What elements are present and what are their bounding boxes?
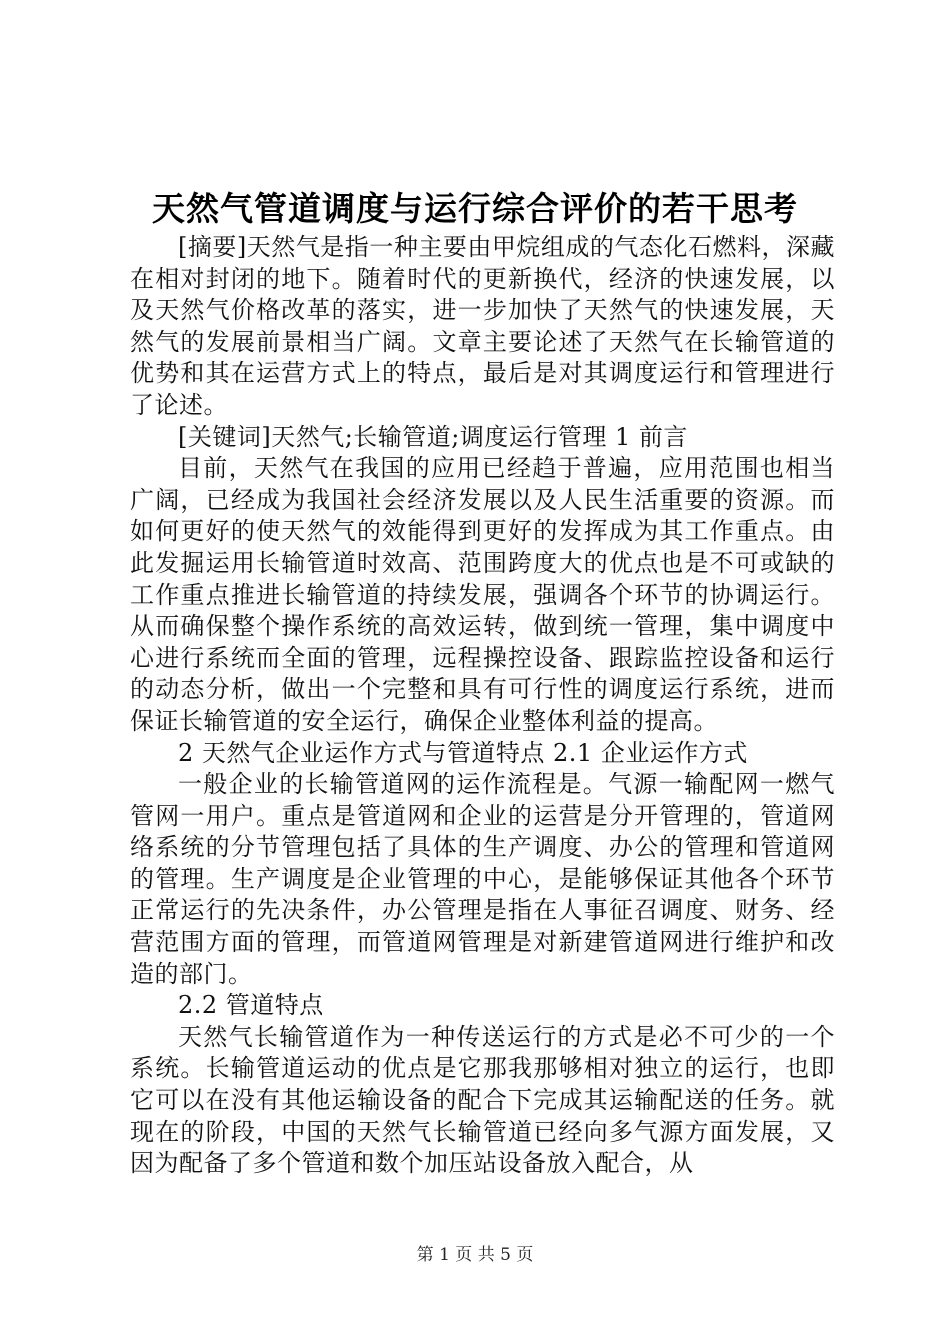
intro-paragraph: 目前，天然气在我国的应用已经趋于普遍，应用范围也相当广阔，已经成为我国社会经济发展以及人民生活重要的资源。而如何更好的使天然气的效能得到更好的发挥成为其工作重点。由此发掘运用长输管道时效高、范围跨度大的优点也是不可或缺的工作重点推进长输管道的持续发展，强调各个环节的协调运行。从而确保整个操作系统的高效运转，做到统一管理，集中调度中心进行系统而全面的管理，远程操控设备、跟踪监控设备和运行的动态分析，做出一个完整和具有可行性的调度运行系统，进而保证长输管道的安全运行，确保企业整体利益的提高。 <box>130 454 835 735</box>
section-heading: 2 天然气企业运作方式与管道特点 2.1 企业运作方式 <box>178 738 748 767</box>
document-title: 天然气管道调度与运行综合评价的若干思考 <box>152 189 798 228</box>
document-body <box>130 232 835 1180</box>
page-footer: 第 1 页 共 5 页 <box>416 1245 534 1265</box>
keywords-paragraph: [关键词]天然气;长输管道;调度运行管理 1 前言 <box>178 422 688 451</box>
operation-paragraph: 一般企业的长输管道网的运作流程是。气源一输配网一燃气管网一用户。重点是管道网和企业的运营是分开管理的，管道网络系统的分节管理包括了具体的生产调度、办公的管理和管道网的管理。生产调度是企业管理的中心，是能够保证其他各个环节正常运行的先决条件，办公管理是指在人事征召调度、财务、经营范围方面的管理，而管道网管理是对新建管道网进行维护和改造的部门。 <box>130 770 835 988</box>
pipeline-paragraph: 天然气长输管道作为一种传送运行的方式是必不可少的一个系统。长输管道运动的优点是它那我那够相对独立的运行，也即它可以在没有其他运输设备的配合下完成其运输配送的任务。就现在的阶段，中国的天然气长输管道已经向多气源方面发展，又因为配备了多个管道和数个加压站设备放入配合，从 <box>130 1022 835 1178</box>
subsection-heading: 2.2 管道特点 <box>178 991 324 1020</box>
abstract-paragraph: [摘要]天然气是指一种主要由甲烷组成的气态化石燃料，深藏在相对封闭的地下。随着时代的更新换代，经济的快速发展，以及天然气价格改革的落实，进一步加快了天然气的快速发展，天然气的发展前景相当广阔。文章主要论述了天然气在长输管道的优势和其在运营方式上的特点，最后是对其调度运行和管理进行了论述。 <box>130 233 835 419</box>
